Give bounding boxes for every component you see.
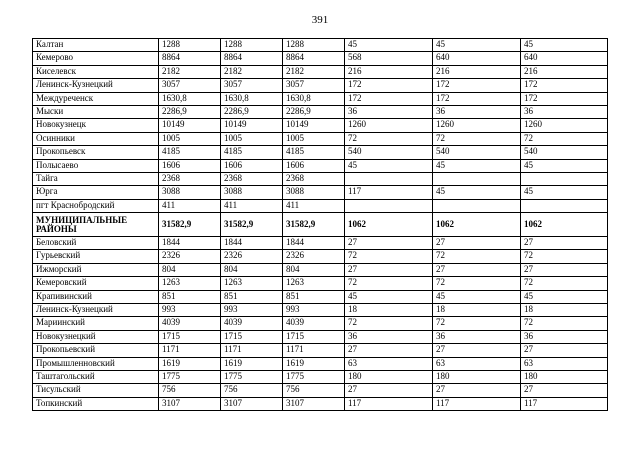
- row-label-cell: Прокопьевский: [33, 344, 159, 357]
- value-cell: 36: [345, 330, 433, 343]
- value-cell: 3107: [283, 397, 345, 410]
- value-cell: 180: [521, 370, 608, 383]
- value-cell: [433, 199, 521, 212]
- value-cell: 8864: [221, 52, 283, 65]
- value-cell: 31582,9: [159, 213, 221, 237]
- value-cell: 45: [345, 39, 433, 52]
- value-cell: 3057: [283, 79, 345, 92]
- row-label-cell: Новокузнецк: [33, 119, 159, 132]
- page-number: 391: [311, 14, 329, 26]
- value-cell: 45: [345, 159, 433, 172]
- row-label-cell: Кемерово: [33, 52, 159, 65]
- value-cell: 3057: [221, 79, 283, 92]
- value-cell: 180: [433, 370, 521, 383]
- value-cell: 1005: [221, 132, 283, 145]
- row-label-cell: Кемеровский: [33, 277, 159, 290]
- row-label-cell: Ленинск-Кузнецкий: [33, 79, 159, 92]
- value-cell: 216: [521, 65, 608, 78]
- table-row: [33, 397, 608, 410]
- value-cell: 27: [433, 237, 521, 250]
- table-row: [33, 237, 608, 250]
- value-cell: 72: [521, 132, 608, 145]
- value-cell: 45: [521, 290, 608, 303]
- value-cell: 4039: [283, 317, 345, 330]
- value-cell: 2326: [283, 250, 345, 263]
- value-cell: 540: [433, 146, 521, 159]
- value-cell: 568: [345, 52, 433, 65]
- row-label-cell: Прокопьевск: [33, 146, 159, 159]
- value-cell: 1263: [221, 277, 283, 290]
- value-cell: 1260: [433, 119, 521, 132]
- value-cell: 27: [521, 344, 608, 357]
- value-cell: 172: [433, 92, 521, 105]
- value-cell: 18: [433, 304, 521, 317]
- value-cell: 1260: [521, 119, 608, 132]
- table-row: [33, 213, 608, 237]
- value-cell: [345, 199, 433, 212]
- row-label-cell: Мыски: [33, 105, 159, 118]
- table-row: [33, 79, 608, 92]
- value-cell: 72: [433, 277, 521, 290]
- value-cell: 1619: [283, 357, 345, 370]
- value-cell: 1288: [283, 39, 345, 52]
- row-label-cell: Топкинский: [33, 397, 159, 410]
- value-cell: 10149: [283, 119, 345, 132]
- value-cell: 216: [345, 65, 433, 78]
- value-cell: 411: [221, 199, 283, 212]
- value-cell: 1844: [283, 237, 345, 250]
- value-cell: 2368: [159, 172, 221, 185]
- value-cell: 993: [159, 304, 221, 317]
- value-cell: 1263: [159, 277, 221, 290]
- table-row: [33, 370, 608, 383]
- value-cell: 1775: [283, 370, 345, 383]
- row-label-cell: Промышленновский: [33, 357, 159, 370]
- value-cell: 31582,9: [283, 213, 345, 237]
- value-cell: 45: [433, 186, 521, 199]
- table-row: [33, 65, 608, 78]
- value-cell: 117: [433, 397, 521, 410]
- value-cell: 756: [283, 384, 345, 397]
- value-cell: 10149: [221, 119, 283, 132]
- table-row: [33, 92, 608, 105]
- row-label-cell: Киселевск: [33, 65, 159, 78]
- value-cell: 1630,8: [221, 92, 283, 105]
- value-cell: 1171: [221, 344, 283, 357]
- table-row: [33, 344, 608, 357]
- value-cell: 3057: [159, 79, 221, 92]
- value-cell: 1062: [521, 213, 608, 237]
- table-row: [33, 159, 608, 172]
- value-cell: 72: [521, 277, 608, 290]
- value-cell: 1775: [159, 370, 221, 383]
- value-cell: 216: [433, 65, 521, 78]
- table-row: [33, 290, 608, 303]
- value-cell: 27: [345, 384, 433, 397]
- table-row: [33, 52, 608, 65]
- row-label-cell: Гурьевский: [33, 250, 159, 263]
- value-cell: 72: [345, 317, 433, 330]
- value-cell: 4039: [221, 317, 283, 330]
- row-label-cell: Таштагольский: [33, 370, 159, 383]
- value-cell: 1715: [221, 330, 283, 343]
- value-cell: 45: [433, 39, 521, 52]
- value-cell: 72: [433, 317, 521, 330]
- value-cell: 36: [345, 105, 433, 118]
- value-cell: 45: [345, 290, 433, 303]
- value-cell: 172: [345, 92, 433, 105]
- value-cell: 72: [345, 277, 433, 290]
- value-cell: [521, 172, 608, 185]
- value-cell: 2368: [283, 172, 345, 185]
- table-row: [33, 263, 608, 276]
- table-row: [33, 330, 608, 343]
- value-cell: 1171: [159, 344, 221, 357]
- table-body: [33, 39, 608, 411]
- value-cell: 1619: [221, 357, 283, 370]
- value-cell: 63: [521, 357, 608, 370]
- value-cell: 1606: [159, 159, 221, 172]
- value-cell: 4185: [283, 146, 345, 159]
- value-cell: [345, 172, 433, 185]
- data-table: [32, 38, 608, 411]
- value-cell: 851: [221, 290, 283, 303]
- table-row: [33, 277, 608, 290]
- value-cell: 1288: [221, 39, 283, 52]
- row-label-cell: Юрга: [33, 186, 159, 199]
- value-cell: [521, 199, 608, 212]
- value-cell: 3107: [221, 397, 283, 410]
- value-cell: 3088: [159, 186, 221, 199]
- value-cell: 27: [433, 384, 521, 397]
- value-cell: 4185: [159, 146, 221, 159]
- value-cell: 411: [283, 199, 345, 212]
- value-cell: 411: [159, 199, 221, 212]
- value-cell: 851: [159, 290, 221, 303]
- row-label-cell: Калтан: [33, 39, 159, 52]
- value-cell: 2326: [159, 250, 221, 263]
- value-cell: 3088: [221, 186, 283, 199]
- row-label-cell: Ижморский: [33, 263, 159, 276]
- value-cell: 45: [521, 159, 608, 172]
- value-cell: 72: [433, 250, 521, 263]
- value-cell: 2286,9: [283, 105, 345, 118]
- value-cell: 18: [521, 304, 608, 317]
- value-cell: 540: [345, 146, 433, 159]
- value-cell: 1844: [159, 237, 221, 250]
- table-row: [33, 250, 608, 263]
- value-cell: 172: [433, 79, 521, 92]
- table-row: [33, 39, 608, 52]
- row-label-cell: Беловский: [33, 237, 159, 250]
- value-cell: 804: [283, 263, 345, 276]
- row-label-cell: пгт Краснобродский: [33, 199, 159, 212]
- value-cell: 72: [345, 250, 433, 263]
- value-cell: 993: [221, 304, 283, 317]
- row-label-cell: Междуреченск: [33, 92, 159, 105]
- row-label-cell: Крапивинский: [33, 290, 159, 303]
- value-cell: 45: [433, 290, 521, 303]
- value-cell: 4039: [159, 317, 221, 330]
- value-cell: 36: [433, 330, 521, 343]
- value-cell: 27: [521, 384, 608, 397]
- value-cell: 1715: [159, 330, 221, 343]
- value-cell: 804: [159, 263, 221, 276]
- value-cell: 1005: [159, 132, 221, 145]
- value-cell: 172: [521, 92, 608, 105]
- value-cell: 31582,9: [221, 213, 283, 237]
- table-row: [33, 186, 608, 199]
- value-cell: 36: [521, 105, 608, 118]
- value-cell: 27: [345, 344, 433, 357]
- row-label-cell: Ленинск-Кузнецкий: [33, 304, 159, 317]
- value-cell: 1062: [433, 213, 521, 237]
- value-cell: 172: [521, 79, 608, 92]
- value-cell: 756: [159, 384, 221, 397]
- table-row: [33, 105, 608, 118]
- value-cell: 45: [521, 39, 608, 52]
- value-cell: 1844: [221, 237, 283, 250]
- table-row: [33, 132, 608, 145]
- value-cell: 2286,9: [221, 105, 283, 118]
- value-cell: 3088: [283, 186, 345, 199]
- table-row: [33, 384, 608, 397]
- value-cell: 18: [345, 304, 433, 317]
- value-cell: 1062: [345, 213, 433, 237]
- value-cell: 117: [345, 397, 433, 410]
- value-cell: 27: [521, 263, 608, 276]
- row-label-cell: Тайга: [33, 172, 159, 185]
- table-row: [33, 357, 608, 370]
- value-cell: 72: [433, 132, 521, 145]
- value-cell: 2368: [221, 172, 283, 185]
- table-row: [33, 172, 608, 185]
- value-cell: 1288: [159, 39, 221, 52]
- value-cell: 1263: [283, 277, 345, 290]
- value-cell: 27: [433, 263, 521, 276]
- value-cell: 2182: [221, 65, 283, 78]
- value-cell: 27: [345, 263, 433, 276]
- value-cell: 172: [345, 79, 433, 92]
- value-cell: 540: [521, 146, 608, 159]
- value-cell: 27: [345, 237, 433, 250]
- value-cell: 1005: [283, 132, 345, 145]
- value-cell: 1775: [221, 370, 283, 383]
- table-row: [33, 146, 608, 159]
- row-label-cell: Полысаево: [33, 159, 159, 172]
- value-cell: 2286,9: [159, 105, 221, 118]
- value-cell: 1630,8: [283, 92, 345, 105]
- table-row: [33, 199, 608, 212]
- row-label-cell: Осинники: [33, 132, 159, 145]
- row-label-cell: Тисульский: [33, 384, 159, 397]
- table-row: [33, 119, 608, 132]
- value-cell: 804: [221, 263, 283, 276]
- row-label-cell: МУНИЦИПАЛЬНЫЕ РАЙОНЫ: [33, 213, 159, 237]
- table-row: [33, 317, 608, 330]
- table-row: [33, 304, 608, 317]
- value-cell: 1619: [159, 357, 221, 370]
- value-cell: 117: [345, 186, 433, 199]
- value-cell: 1630,8: [159, 92, 221, 105]
- value-cell: 4185: [221, 146, 283, 159]
- value-cell: 2326: [221, 250, 283, 263]
- value-cell: 36: [433, 105, 521, 118]
- value-cell: 8864: [159, 52, 221, 65]
- value-cell: 27: [521, 237, 608, 250]
- value-cell: 2182: [283, 65, 345, 78]
- value-cell: 27: [433, 344, 521, 357]
- value-cell: 993: [283, 304, 345, 317]
- value-cell: 1715: [283, 330, 345, 343]
- value-cell: 1606: [221, 159, 283, 172]
- value-cell: 72: [521, 317, 608, 330]
- value-cell: 117: [521, 397, 608, 410]
- value-cell: 640: [433, 52, 521, 65]
- value-cell: 756: [221, 384, 283, 397]
- value-cell: 3107: [159, 397, 221, 410]
- value-cell: 640: [521, 52, 608, 65]
- value-cell: 8864: [283, 52, 345, 65]
- value-cell: 63: [433, 357, 521, 370]
- value-cell: 36: [521, 330, 608, 343]
- row-label-cell: Новокузнецкий: [33, 330, 159, 343]
- value-cell: 63: [345, 357, 433, 370]
- value-cell: [433, 172, 521, 185]
- value-cell: 1606: [283, 159, 345, 172]
- value-cell: 72: [521, 250, 608, 263]
- value-cell: 851: [283, 290, 345, 303]
- value-cell: 1260: [345, 119, 433, 132]
- value-cell: 72: [345, 132, 433, 145]
- value-cell: 2182: [159, 65, 221, 78]
- value-cell: 180: [345, 370, 433, 383]
- value-cell: 45: [433, 159, 521, 172]
- value-cell: 45: [521, 186, 608, 199]
- row-label-cell: Мариинский: [33, 317, 159, 330]
- value-cell: 1171: [283, 344, 345, 357]
- value-cell: 10149: [159, 119, 221, 132]
